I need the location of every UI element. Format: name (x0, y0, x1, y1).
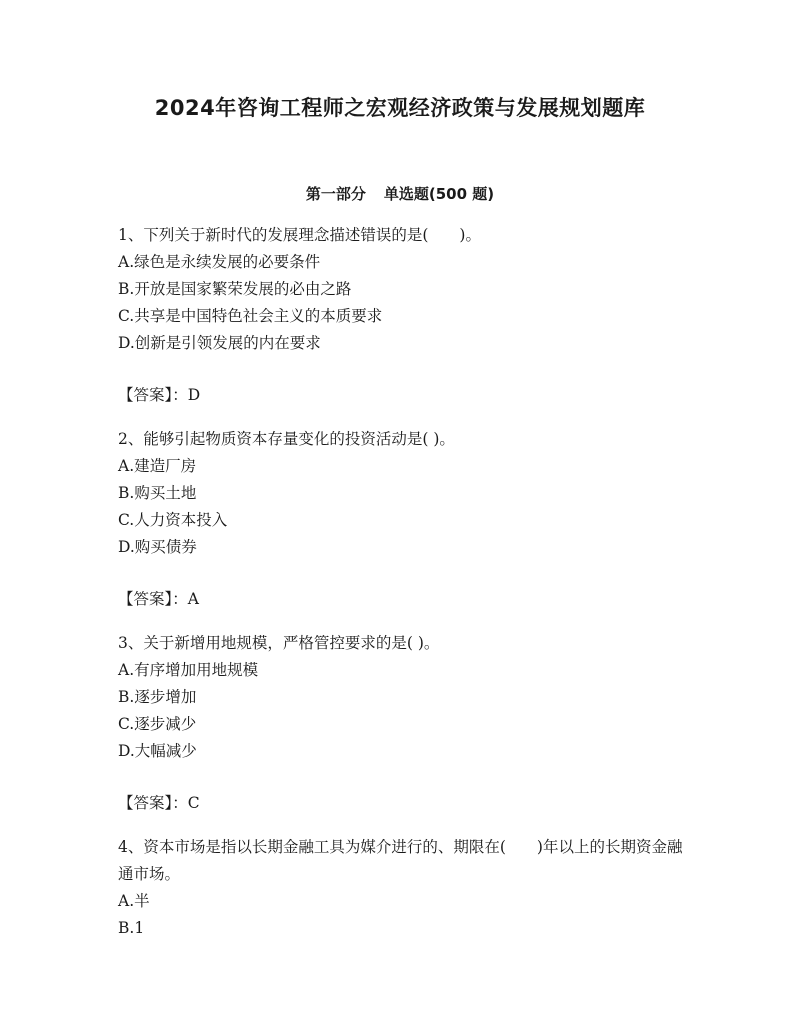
option-b: B.逐步增加 (118, 688, 197, 706)
answer-label: 【答案】： (118, 590, 188, 608)
answer-label: 【答案】： (118, 794, 188, 812)
option-c: C.共享是中国特色社会主义的本质要求 (118, 307, 383, 325)
answer-value: D (187, 386, 201, 404)
option-b: B.开放是国家繁荣发展的必由之路 (118, 280, 352, 298)
question-item (118, 222, 688, 357)
option-a: A.半 (118, 892, 150, 910)
document-title: 2024年咨询工程师之宏观经济政策与发展规划题库 (154, 96, 646, 120)
option-a: A.绿色是永续发展的必要条件 (118, 253, 321, 271)
option-d: D.创新是引领发展的内在要求 (118, 334, 321, 352)
question-stem: 3、关于新增用地规模，严格管控要求的是( )。 (118, 634, 440, 652)
answer-label: 【答案】： (118, 386, 188, 404)
answer-line (118, 790, 688, 817)
option-c: C.逐步减少 (118, 715, 197, 733)
option-d: D.购买债券 (118, 538, 197, 556)
option-a: A.建造厂房 (118, 457, 197, 475)
section-name: 单选题(500 题) (383, 185, 495, 203)
option-c: C.人力资本投入 (118, 511, 228, 529)
section-heading (0, 183, 800, 204)
question-stem: 2、能够引起物质资本存量变化的投资活动是( )。 (118, 430, 455, 448)
option-b: B.1 (118, 919, 145, 937)
option-a: A.有序增加用地规模 (118, 661, 259, 679)
question-item (118, 630, 688, 765)
question-item (118, 834, 688, 942)
question-stem: 4、资本市场是指以长期金融工具为媒介进行的、期限在( )年以上的长期资金融通市场。 (118, 838, 683, 883)
answer-value: C (187, 794, 200, 812)
option-b: B.购买土地 (118, 484, 197, 502)
question-list (118, 222, 688, 942)
answer-line (118, 382, 688, 409)
question-stem: 1、下列关于新时代的发展理念描述错误的是( )。 (118, 226, 481, 244)
option-d: D.大幅减少 (118, 742, 197, 760)
answer-line (118, 586, 688, 613)
answer-value: A (187, 590, 199, 608)
section-part: 第一部分 (305, 185, 366, 203)
question-item (118, 426, 688, 561)
